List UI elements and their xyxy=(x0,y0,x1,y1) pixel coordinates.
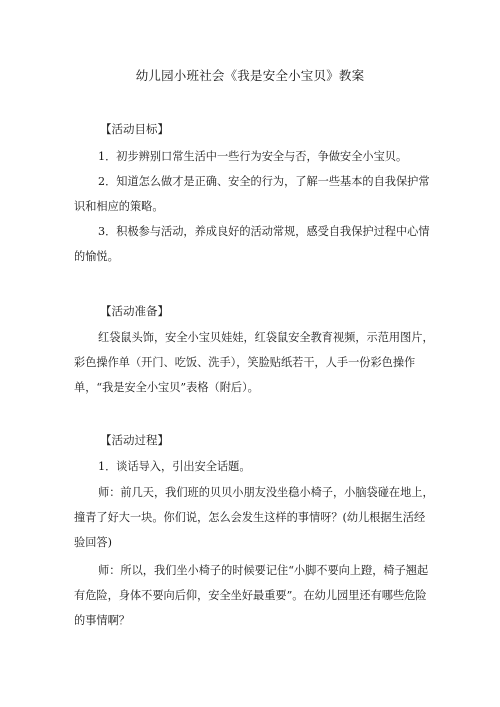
section-heading-process: 【活动过程】 xyxy=(100,433,169,447)
section-heading-preparation: 【活动准备】 xyxy=(100,304,169,318)
preparation-paragraph: 红袋鼠头饰，安全小宝贝娃娃，红袋鼠安全教育视频，示范用图片，彩色操作单（开门、吃饭、洗手），笑脸贴纸若干，人手一份彩色操作单，“我是安全小宝贝”表格（附后）。 xyxy=(74,331,434,394)
process-paragraph-1: 1．谈话导入，引出安全话题。 xyxy=(98,460,251,473)
goal-paragraph-3: 3．积极参与活动，养成良好的活动常规，感受自我保护过程中心情的愉悦。 xyxy=(74,225,430,263)
goal-paragraph-1: 1．初步辨别口常生活中一些行为安全与否，争做安全小宝贝。 xyxy=(98,150,408,163)
process-paragraph-2: 师：前几天，我们班的贝贝小朋友没坐稳小椅子，小脑袋碰在地上，撞青了好大一块。你们说，怎么会发生这样的事情呀？(幼儿根据生活经验回答) xyxy=(74,486,434,549)
goal-paragraph-2: 2．知道怎么做才是正确、安全的行为，了解一些基本的自我保护常识和相应的策略。 xyxy=(74,175,430,213)
document-title: 幼儿园小班社会《我是安全小宝贝》教案 xyxy=(135,68,365,83)
process-paragraph-3: 师：所以，我们坐小椅子的时候要记住“小脚不要向上蹬，椅子翘起有危险，身体不要向后仰，安全坐好最重要”。在幼儿园里还有哪些危险的事情啊？ xyxy=(74,564,429,627)
section-heading-goals: 【活动目标】 xyxy=(100,122,169,136)
